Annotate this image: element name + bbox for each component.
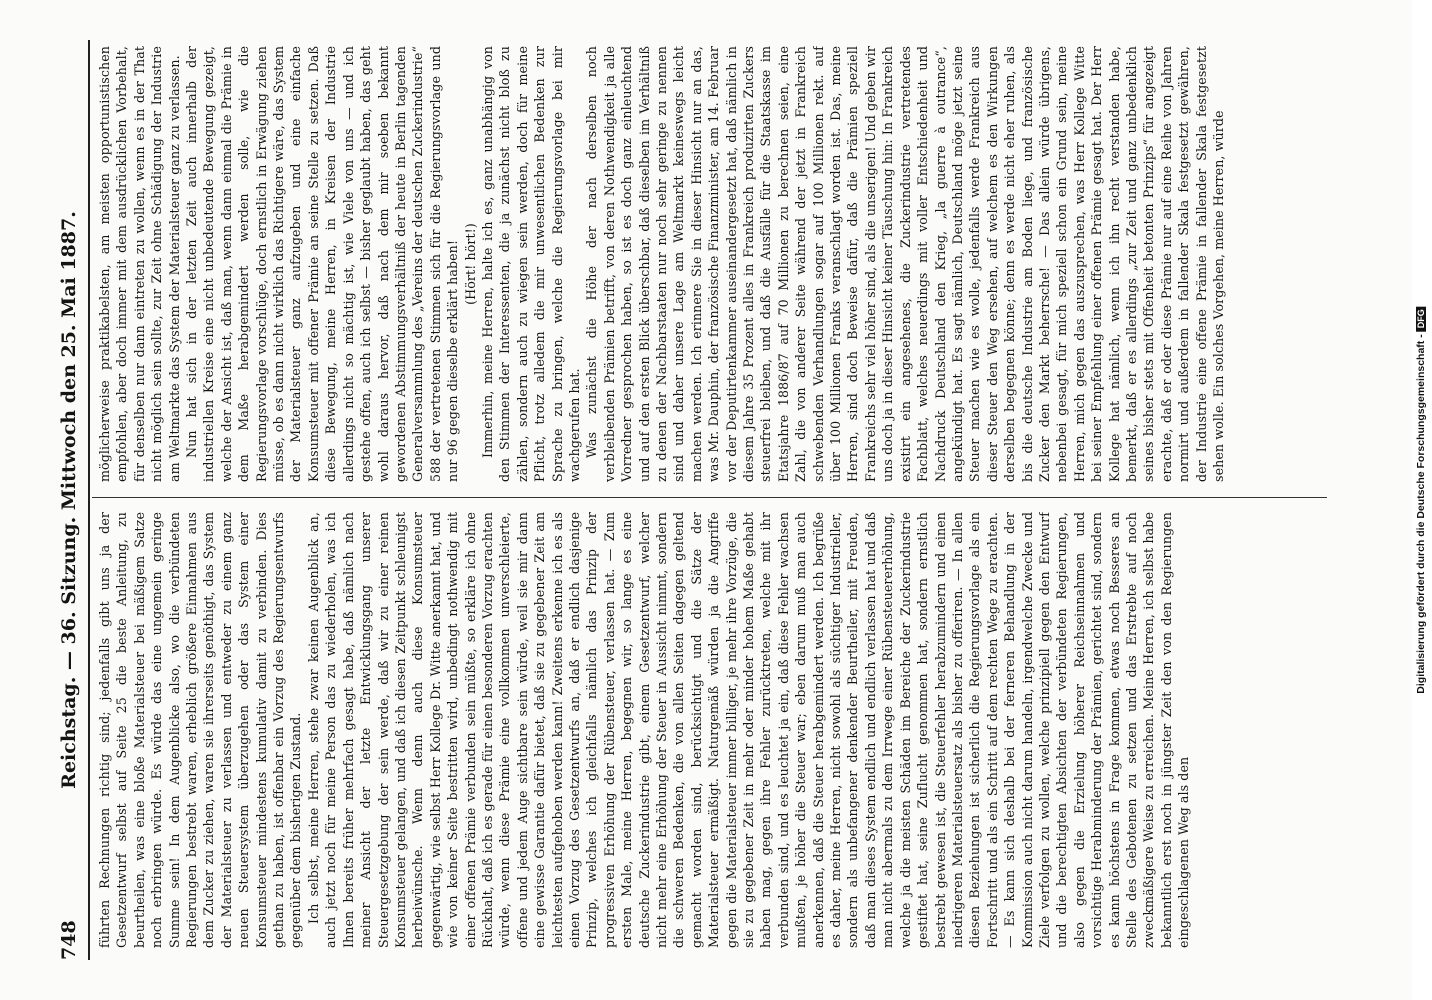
dfg-logo: DFG bbox=[1416, 306, 1426, 331]
right-column bbox=[96, 46, 1326, 482]
digitization-credit bbox=[1414, 8, 1428, 992]
paragraph: Nun hat sich in der letzten Zeit auch innerhalb der industriellen Kreise eine nicht unbedeutende Bewegung gezeigt, welche der Ansicht ist, daß man, wenn dann einmal die Prämie in dem Maße herabgemindert werden solle, wie die Regierungsvorlage vorschlüge, doch ernstlich in Erwägung ziehen müsse, ob es dann nicht wirklich das Richtigere wäre, das System der Materialsteuer ganz aufzugeben und eine einfache Konsumsteuer mit offener Prämie an seine Stelle zu setzen. Daß diese Bewegung, meine Herren, in Kreisen der Industrie allerdings nicht so mächtig ist, wie Viele von uns — und ich gestehe offen, auch ich selbst — bisher geglaubt haben, das geht wohl daraus hervor, daß nach dem mir soeben bekannt gewordenen Abstimmungsverhältniß der heute in Berlin tagenden Generalversammlung des „Vereins der deutschen Zuckerindustrie“ 588 der vertretenen Stimmen sich für die Regierungsvorlage und nur 96 gegen dieselbe erklärt haben! bbox=[184, 46, 461, 482]
paragraph: Ich selbst, meine Herren, stehe zwar keinen Augenblick an, auch jetzt noch für meine Person das zu wiederholen, was ich Ihnen bereits früher mehrfach gesagt habe, daß nämlich nach meiner Ansicht der letzte Entwicklungsgang unserer Steuergesetzgebung der sein werde, daß wir zu einer reinen Konsumsteuer gelangen, und daß ich diesen Zeitpunkt schleunigst herbeiwünsche. Wenn denn auch diese Konsumsteuer gegenwärtig, wie selbst Herr Kollege Dr. Witte anerkannt hat, und wie von keiner Seite bestritten wird, unbedingt nothwendig mit einer offenen Prämie verbunden sein müßte, so erkläre ich ohne Rückhalt, daß ich es gerade für einen besonderen Vorzug erachten würde, wenn diese Prämie eine vollkommen unverschleierte, offene und jedem Auge sichtbare sein würde, weil sie mir dann eine gewisse Garantie dafür bietet, daß sie zu gegebener Zeit am leichtesten aufgehoben werden kann! Zweitens erkenne ich es als einen Vorzug des Gesetzentwurfs an, daß er endlich dasjenige Prinzip, welches ich gleichfalls nämlich das Prinzip der progressiven Erhöhung der Rübensteuer, verlassen hat. — Zum ersten Male, meine Herren, begegnen wir, so lange es eine deutsche Zuckerindustrie gibt, einem Gesetzentwurf, welcher nicht mehr eine Erhöhung der Steuer in Aussicht nimmt, sondern die schweren Bedenken, die von allen Seiten dagegen geltend gemacht worden sind, berücksichtigt und die Sätze der Materialsteuer ermäßigt. Naturgemäß würden ja die Angriffe gegen die Materialsteuer immer billiger, je mehr ihre Vorzüge, die sie zu gegebener Zeit in mehr oder minder hohem Maße gehabt haben mag, gegen ihre Fehler zurücktreten, welche mit ihr verbunden sind, und es leuchtet ja ein, daß diese Fehler wachsen mußten, je höher die Steuer war; eben darum muß man auch anerkennen, daß die Steuer herabgemindert werden. Ich begrüße es daher, meine Herren, nicht sowohl als süchtiger Industrieller, sondern als unbefangener denkender Beurtheiler, mit Freuden, daß man dieses System endlich und endlich verlassen hat und daß man nicht abermals zu dem Irrwege einer Rübensteuererhöhung, welche ja die meisten Schäden im Bereiche der Zuckerindustrie gestiftet hat, seine Zuflucht genommen hat, sondern ernstlich bestrebt gewesen ist, die Steuerfehler herabzumindern und einen niedrigeren Materialsteuersatz als bisher zu offeriren. — In allen diesen Beziehungen ist sicherlich die Regierungsvorlage als ein Fortschritt und als ein Schritt auf dem rechten Wege zu erachten. — Es kann sich deshalb bei der ferneren Behandlung in der Kommission auch nicht darum handeln, irgendwelche Zwecke und Ziele verfolgen zu wollen, welche prinzipiell gegen den Entwurf und die berechtigten Absichten der verbündeten Regierungen, also gegen die Erzielung höherer Reichseinnahmen und vorsichtige Herabminderung der Prämien, gerichtet sind, sondern es kann höchstens in Frage kommen, etwas noch Besseres an Stelle des Gebotenen zu setzen und das Erstrebte auf noch zweckmäßigere Weise zu erreichen. Meine Herren, ich selbst habe bekanntlich erst noch in jüngster Zeit den von den Regierungen eingeschlagenen Weg als den bbox=[305, 512, 1192, 948]
paragraph: führten Rechnungen richtig sind; jedenfalls gibt uns ja der Gesetzentwurf selbst auf Seite 25 die beste Anleitung, zu beurtheilen, was eine bloße Materialsteuer bei mäßigem Satze noch erbringen würde. Es würde das eine ungemein geringe Summe sein! In dem Augenblicke also, wo die verbündeten Regierungen bestrebt waren, erheblich größere Einnahmen aus dem Zucker zu ziehen, waren sie ihrerseits genöthigt, das System der Materialsteuer zu verlassen und entweder zu einem ganz neuen Steuersystem überzugehen oder das System einer Konsumsteuer mindestens kumulativ damit zu verbinden. Dies gethan zu haben, ist offenbar ein Vorzug des Regierungsentwurfs gegenüber dem bisherigen Zustand. bbox=[97, 512, 304, 948]
paragraph: möglicherweise praktikabelsten, am meisten opportunistischen empfohlen, aber doch immer mit dem ausdrücklichen Vorbehalt, für denselben nur dann eintreten zu wollen, wenn es in der That nicht möglich sein sollte, zur Zeit ohne Schädigung der Industrie am Weltmarkte das System der Materialsteuer ganz zu verlassen. bbox=[97, 46, 182, 482]
left-column bbox=[96, 512, 1326, 948]
column-divider bbox=[92, 497, 1327, 498]
credit-text: Digitalisierung gefördert durch die Deutsche Forschungsgemeinschaft - bbox=[1415, 334, 1427, 694]
header-rule bbox=[88, 40, 90, 960]
interjection: (Hört! hört!) bbox=[462, 223, 478, 305]
running-title: Reichstag. — 36. Sitzung. Mittwoch den 25. Mai 1887. bbox=[58, 211, 80, 789]
paragraph: Immerhin, meine Herren, halte ich es, ganz unabhängig von den Stimmen der Interessenten, die ja zunächst nicht bloß zu zählen, sondern auch zu wiegen sein werden, doch für meine Pflicht, trotz alledem die mir unwesentlichen Bedenken zur Sprache zu bringen, welche die Regierungsvorlage bei mir wachgerufen hat. bbox=[479, 46, 582, 482]
page-number: 748 bbox=[58, 920, 80, 960]
paragraph: Was zunächst die Höhe der nach derselben noch verbleibenden Prämien betrifft, von deren Nothwendigkeit ja alle Vorredner gesprochen haben, so ist es doch ganz einleuchtend und auf den ersten Blick überschbar, daß dieselben im Verhältniß zu denen der Nachbarstaaten nur noch sehr geringe zu nennen sind und daher unsere Lage am Weltmarkt keineswegs leicht machen werden. Ich erinnere Sie in dieser Hinsicht nur an das, was Mr. Dauphin, der französische Finanzminister, am 14. Februar vor der Deputirtenkammer auseinandergesetzt hat, daß nämlich in diesem Jahre 35 Prozent alles in Frankreich produzirten Zuckers steuerfrei bleiben, und daß die Ausfälle für die Staatskasse im Etatsjahre 1886/87 auf 70 Millionen zu berechnen seien, eine Zahl, die von anderer Seite während der jetzt in Frankreich schwebenden Verhandlungen sogar auf 100 Millionen rekt. auf über 100 Millionen Franks veranschlagt worden ist. Das, meine Herren, sind doch Beweise dafür, daß die Prämien speziell Frankreichs sehr viel höher sind, als die unserigen! Und geben wir uns doch ja in dieser Hinsicht keiner Täuschung hin: In Frankreich existirt ein angesehenes, die Zuckerindustrie vertretendes Fachblatt, welches neuerdings mit voller Entschiedenheit und Nachdruck Deutschland den Krieg, „la guerre à outrance“, angekündigt hat. Es sagt nämlich, Deutschland möge jetzt seine Steuer machen wie es wolle, jedenfalls werde Frankreich aus dieser Steuer den Weg ersehen, auf welchem es den Wirkungen derselben begegnen könne; denn es werde nicht eher ruhen, als bis die deutsche Industrie am Boden liege, und französische Zucker den Markt beherrsche! — Das allein würde übrigens, nebenbei gesagt, für mich speziell schon ein Grund sein, meine Herren, mich gegen das auszusprechen, was Herr Kollege Witte bei seiner Empfehlung einer offenen Prämie gesagt hat. Der Herr Kollege hat nämlich, wenn ich ihn recht verstanden habe, bemerkt, daß er es allerdings „zur Zeit und ganz unbedenklich seines bisher stets mit Offenheit betonten Prinzips“ für angezeigt erachte, daß er oder diese Prämie nur auf eine Reihe von Jahren normirt und außerdem in fallender Skala festgesetzt gewähren, der Industrie eine offene Prämie in fallender Skala festgesetzt sehen wolle. Ein solches Vorgehen, meine Herren, würde bbox=[584, 46, 1226, 482]
page-header bbox=[58, 40, 84, 960]
